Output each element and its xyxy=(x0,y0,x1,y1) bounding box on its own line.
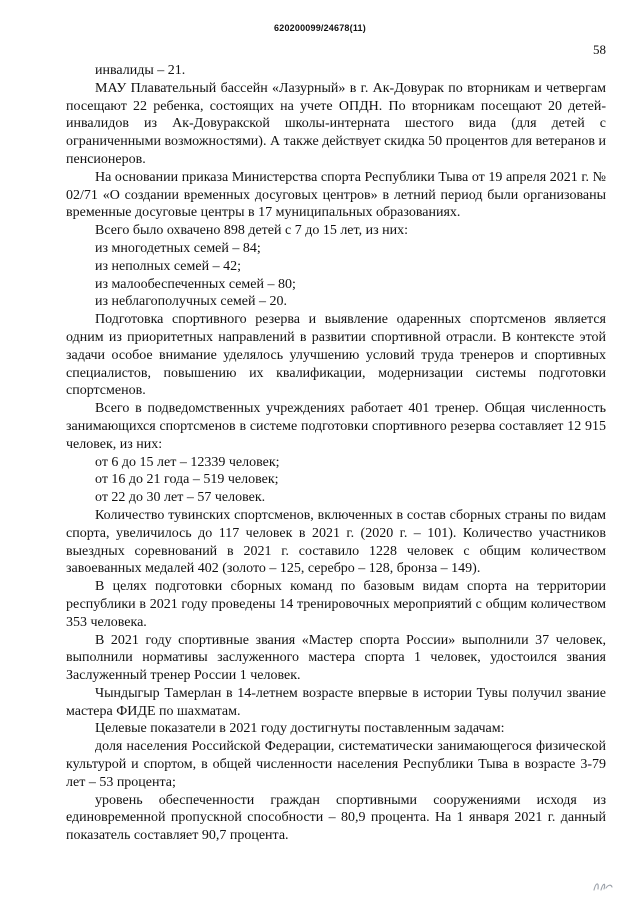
paragraph: МАУ Плавательный бассейн «Лазурный» в г. Ак-Довурак по вторникам и четвергам посещают 22 ребенка, состоящих на учете ОПДН. По вторникам посещают 20 детей-инвалидов из Ак-Довуракской школы-интерната шестого вида (для детей с ограниченными возможностями). А также действует скидка 50 процентов для ветеранов и пенсионеров. xyxy=(66,80,606,167)
paragraph: Целевые показатели в 2021 году достигнуты поставленным задачам: xyxy=(95,721,505,737)
list-item: из малообеспеченных семей – 80; xyxy=(95,276,296,292)
paragraph: Всего в подведомственных учреждениях работает 401 тренер. Общая численность занимающихся спортсменов в системе подготовки спортивного резерва составляет 12 915 человек, из них: xyxy=(66,401,606,452)
list-item: от 22 до 30 лет – 57 человек. xyxy=(95,490,266,506)
paragraph: уровень обеспеченности граждан спортивными сооружениями исходя из единовременной пропускной способности – 80,9 процента. На 1 января 2021 г. данный показатель составляет 90,7 процента. xyxy=(66,792,606,844)
document-body xyxy=(66,62,606,845)
paragraph: Подготовка спортивного резерва и выявление одаренных спортсменов является одним из приоритетных направлений в развитии спортивной отрасли. В контексте этой задачи особое внимание уделялось улучшению условий труда тренеров и спортивных специалистов, повышению их квалификации, модернизации системы подготовки спортсменов. xyxy=(66,312,606,399)
paragraph: Всего было охвачено 898 детей с 7 до 15 лет, из них: xyxy=(95,223,408,239)
paragraph: Количество тувинских спортсменов, включенных в состав сборных страны по видам спорта, увеличилось до 117 человек в 2021 г. (2020 г. – 101). Количество участников выездных соревнований в 2021 г. составило 1228 человек с общим количеством завоеванных медалей 402 (золото – 125, серебро – 128, бронза – 149). xyxy=(66,507,606,577)
paragraph: В целях подготовки сборных команд по базовым видам спорта на территории республики в 2021 году проведены 14 тренировочных мероприятий с общим количеством 353 человека. xyxy=(66,579,606,630)
list-item: из многодетных семей – 84; xyxy=(95,240,261,256)
document-id: 620200099/24678(11) xyxy=(274,23,366,33)
list-item: от 6 до 15 лет – 12339 человек; xyxy=(95,454,280,470)
page-number: 58 xyxy=(593,42,606,57)
paragraph: Чындыгыр Тамерлан в 14-летнем возрасте впервые в истории Тувы получил звание мастера ФИДЕ по шахматам. xyxy=(66,685,606,719)
list-item: от 16 до 21 года – 519 человек; xyxy=(95,472,279,488)
signature-mark xyxy=(592,879,614,893)
paragraph: инвалиды – 21. xyxy=(95,63,186,78)
paragraph: доля населения Российской Федерации, систематически занимающегося физической культурой и спортом, в общей численности населения Республики Тыва в возрасте 3-79 лет – 53 процента; xyxy=(66,739,606,790)
list-item: из неполных семей – 42; xyxy=(95,258,241,274)
paragraph: В 2021 году спортивные звания «Мастер спорта России» выполнили 37 человек, выполнили нормативы заслуженного мастера спорта 1 человек, удостоился звания Заслуженный тренер России 1 человек. xyxy=(66,632,606,684)
paragraph: На основании приказа Министерства спорта Республики Тыва от 19 апреля 2021 г. № 02/71 «О создании временных досуговых центров» в летний период были организованы временные досуговые центры в 17 муниципальных образованиях. xyxy=(66,169,606,221)
list-item: из неблагополучных семей – 20. xyxy=(95,294,287,310)
